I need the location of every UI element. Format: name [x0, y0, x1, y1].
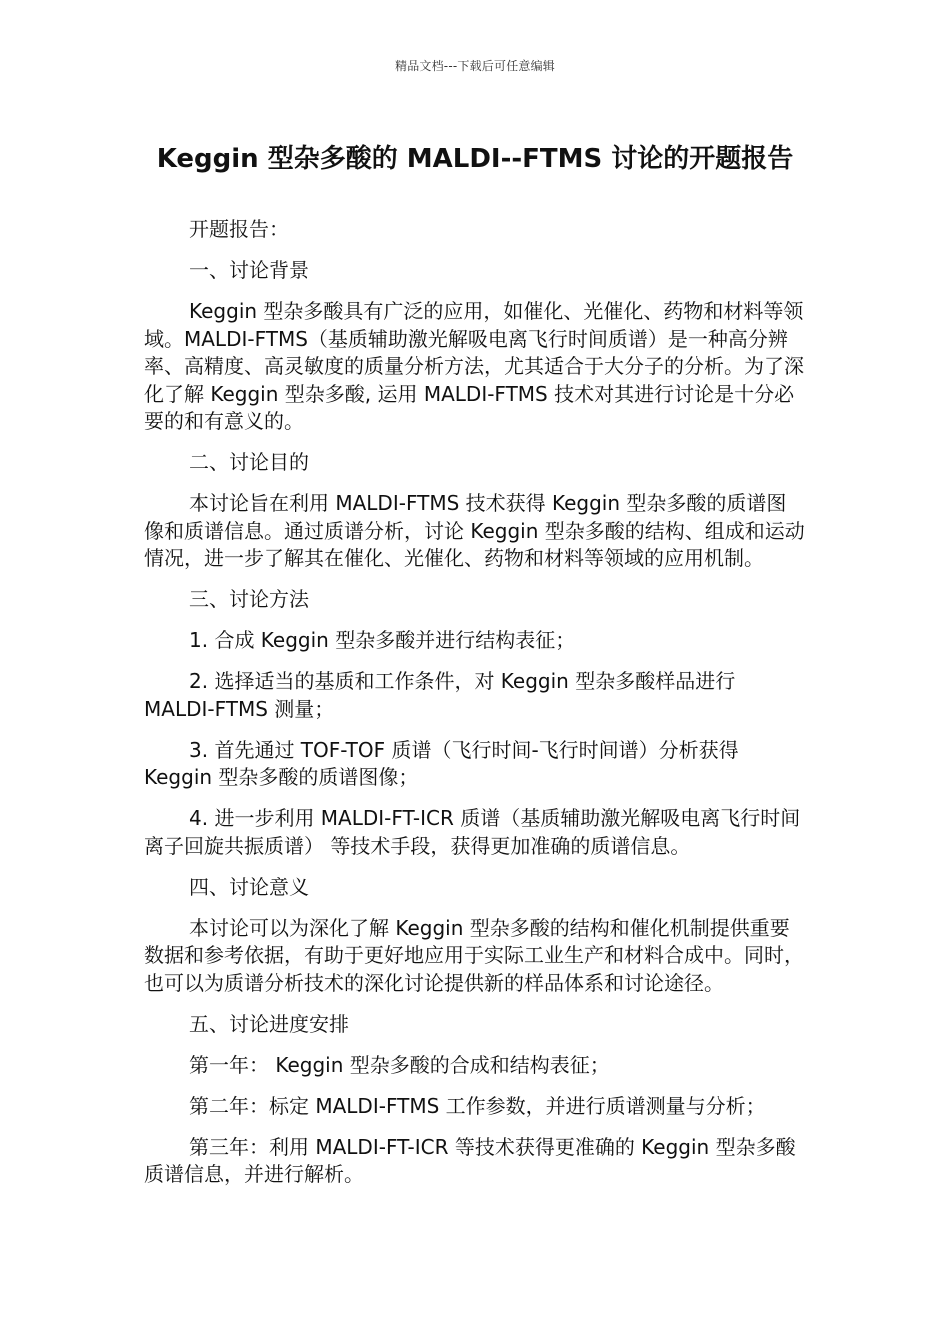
schedule-year-3: 第三年：利用 MALDI-FT-ICR 等技术获得更准确的 Keggin 型杂多酸质谱信息，并进行解析。	[144, 1134, 796, 1186]
paragraph-background: Keggin 型杂多酸具有广泛的应用，如催化、光催化、药物和材料等领域。MALDI-FTMS（基质辅助激光解吸电离飞行时间质谱）是一种高分辨率、高精度、高灵敏度的质量分析方法，尤其适合于大分子的分析。为了深化了解 Keggin 型杂多酸, 运用 MALDI-FTMS 技术对其进行讨论是十分必要的和有意义的。	[144, 299, 804, 433]
method-item-1: 1. 合成 Keggin 型杂多酸并进行结构表征；	[189, 628, 576, 652]
method-item-3: 3. 首先通过 TOF-TOF 质谱（飞行时间-飞行时间谱）分析获得 Keggin 型杂多酸的质谱图像；	[144, 737, 739, 789]
document-body	[144, 216, 806, 1202]
opening-label: 开题报告：	[189, 217, 289, 241]
section-heading-purpose: 二、讨论目的	[189, 450, 309, 474]
section-heading-background: 一、讨论背景	[189, 258, 309, 282]
schedule-year-2: 第二年：标定 MALDI-FTMS 工作参数，并进行质谱测量与分析；	[189, 1093, 766, 1118]
method-item-2: 2. 选择适当的基质和工作条件，对 Keggin 型杂多酸样品进行 MALDI-FTMS 测量；	[144, 669, 736, 721]
paragraph-significance: 本讨论可以为深化了解 Keggin 型杂多酸的结构和催化机制提供重要数据和参考依据，有助于更好地应用于实际工业生产和材料合成中。同时，也可以为质谱分析技术的深化讨论提供新的样品体系和讨论途径。	[144, 915, 804, 995]
section-heading-significance: 四、讨论意义	[189, 874, 309, 899]
method-item-4: 4. 进一步利用 MALDI-FT-ICR 质谱（基质辅助激光解吸电离飞行时间离子回旋共振质谱） 等技术手段，获得更加准确的质谱信息。	[144, 806, 801, 858]
paragraph-purpose: 本讨论旨在利用 MALDI-FTMS 技术获得 Keggin 型杂多酸的质谱图像和质谱信息。通过质谱分析，讨论 Keggin 型杂多酸的结构、组成和运动情况，进一步了解其在催化、光催化、药物和材料等领域的应用机制。	[144, 491, 805, 570]
section-heading-schedule: 五、讨论进度安排	[189, 1011, 349, 1036]
header-note: 精品文档---下载后可任意编辑	[395, 59, 555, 73]
document-title: Keggin 型杂多酸的 MALDI--FTMS 讨论的开题报告	[156, 144, 794, 174]
schedule-year-1: 第一年： Keggin 型杂多酸的合成和结构表征；	[189, 1052, 610, 1077]
section-heading-methods: 三、讨论方法	[189, 587, 309, 611]
